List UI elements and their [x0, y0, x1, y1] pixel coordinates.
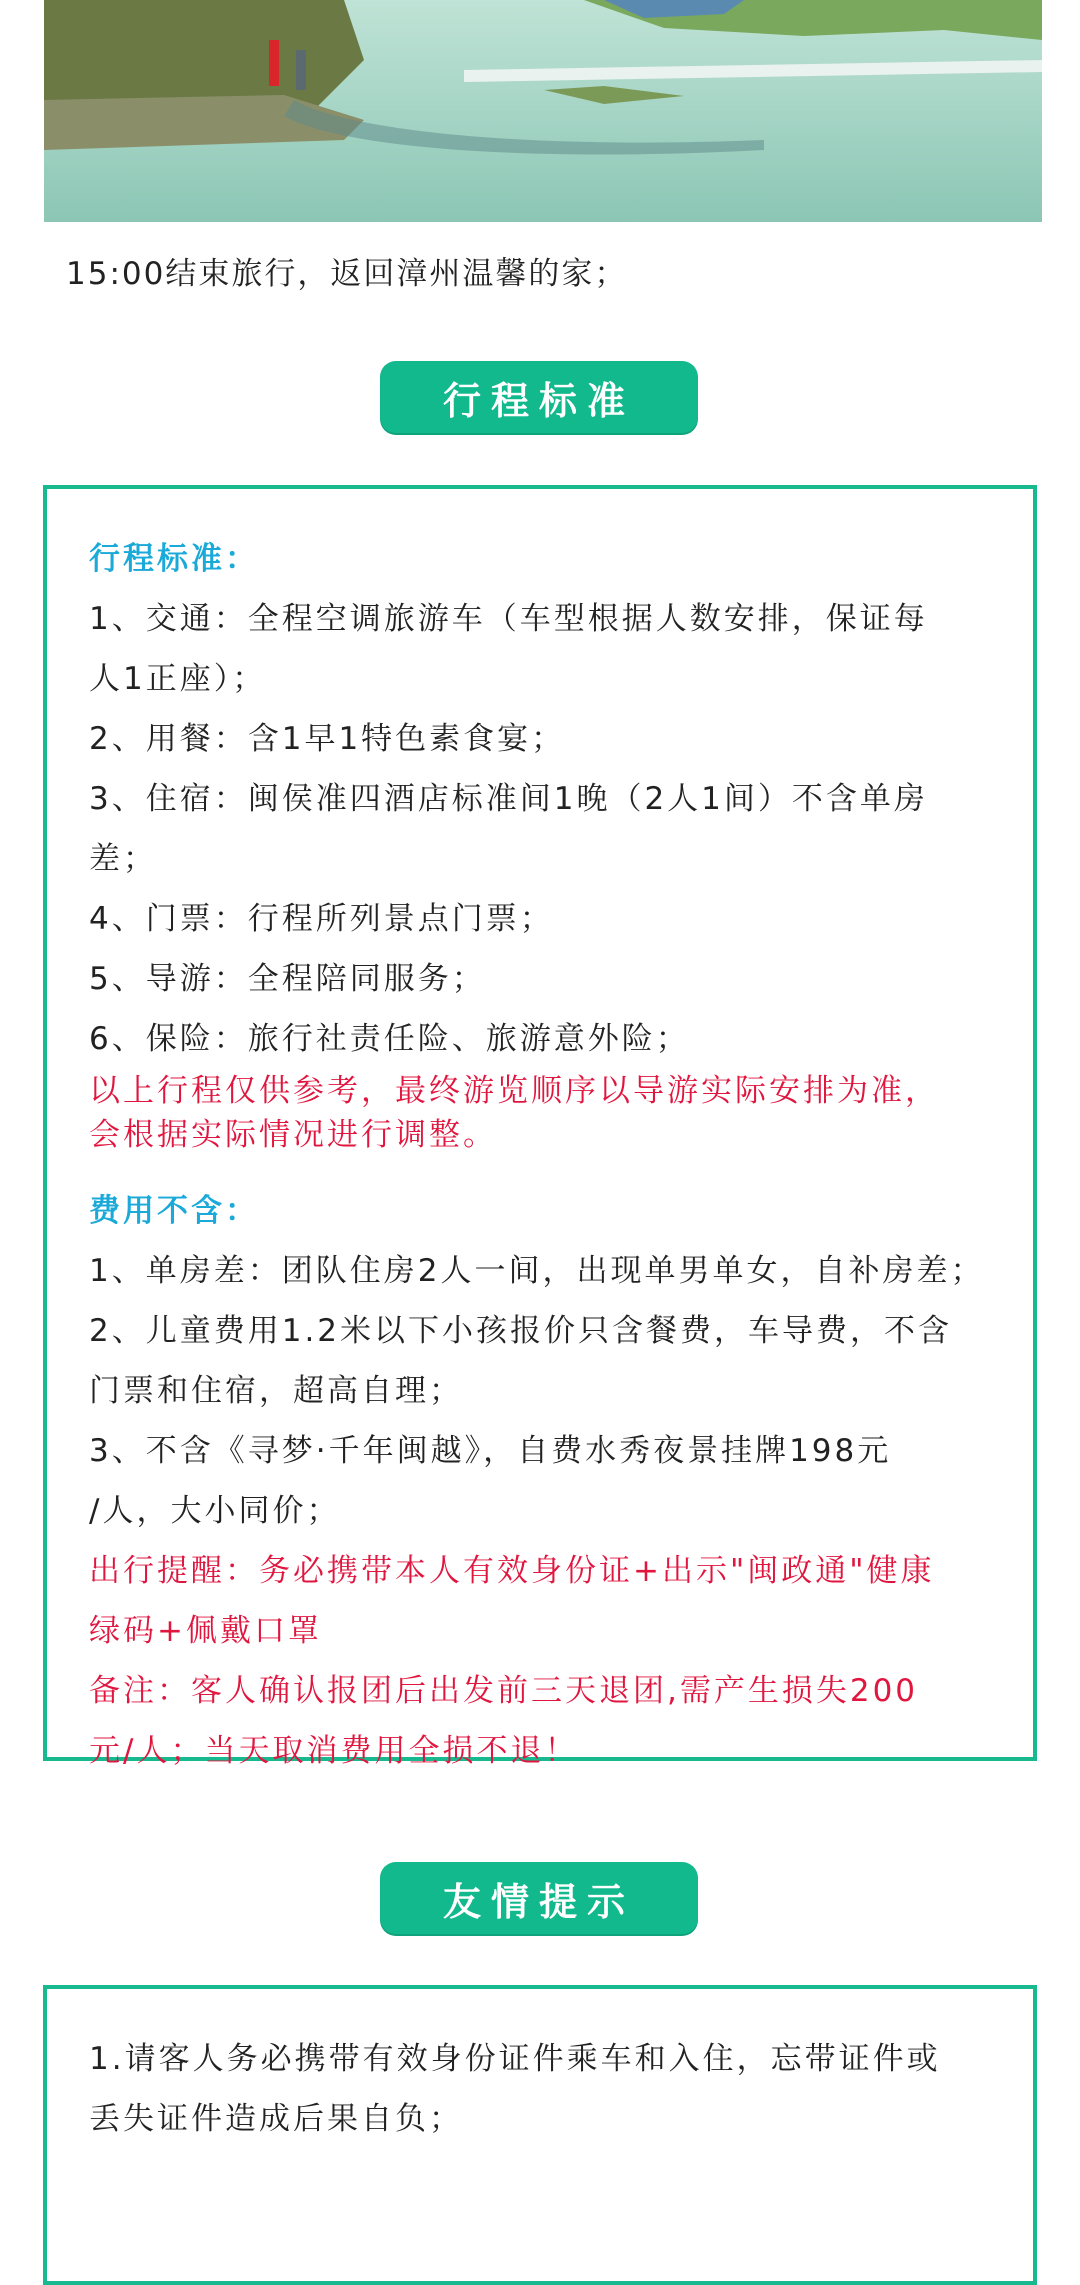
tips-line: 1.请客人务必携带有效身份证件乘车和入住，忘带证件或 [89, 2041, 941, 2077]
tips-line: 丢失证件造成后果自负； [89, 2101, 463, 2137]
standards-line: 1、交通：全程空调旅游车（车型根据人数安排，保证每 [89, 601, 928, 637]
cancellation-note: 元/人；当天取消费用全损不退！ [89, 1733, 579, 1769]
tips-panel [43, 1985, 1037, 2285]
exclusions-line: 3、不含《寻梦·千年闽越》，自费水秀夜景挂牌198元 [89, 1433, 892, 1469]
standards-note: 以上行程仅供参考，最终游览顺序以导游实际安排为准， [89, 1073, 939, 1109]
section-title-itinerary-standards: 行程标准 [380, 361, 698, 433]
cancellation-note: 备注：客人确认报团后出发前三天退团,需产生损失200 [89, 1673, 919, 1709]
exclusions-line: 1、单房差：团队住房2人一间，出现单男单女，自补房差； [89, 1253, 985, 1289]
standards-heading: 行程标准： [89, 541, 259, 577]
travel-reminder: 出行提醒：务必携带本人有效身份证+出示"闽政通"健康 [89, 1553, 935, 1589]
exclusions-line: 2、儿童费用1.2米以下小孩报价只含餐费，车导费，不含 [89, 1313, 953, 1349]
standards-line: 人1正座）； [89, 661, 267, 697]
standards-panel [43, 485, 1037, 1769]
itinerary-end-text: 15:00结束旅行，返回漳州温馨的家； [66, 256, 628, 292]
standards-line: 3、住宿：闽侯准四酒店标准间1晚（2人1间）不含单房差； [89, 781, 928, 877]
exclusions-line: /人，大小同价； [89, 1493, 341, 1529]
exclusions-heading: 费用不含： [89, 1193, 259, 1229]
standards-line: 5、导游：全程陪同服务； [89, 961, 486, 997]
standards-line: 4、门票：行程所列景点门票； [89, 901, 554, 937]
travel-reminder: 绿码+佩戴口罩 [89, 1613, 322, 1649]
river-landscape-photo [44, 0, 1042, 222]
standards-note: 会根据实际情况进行调整。 [89, 1117, 497, 1153]
section-title-friendly-tips: 友情提示 [380, 1862, 698, 1934]
exclusions-line: 门票和住宿，超高自理； [89, 1373, 463, 1409]
standards-line: 6、保险：旅行社责任险、旅游意外险； [89, 1021, 690, 1057]
standards-line: 2、用餐：含1早1特色素食宴； [89, 721, 566, 757]
